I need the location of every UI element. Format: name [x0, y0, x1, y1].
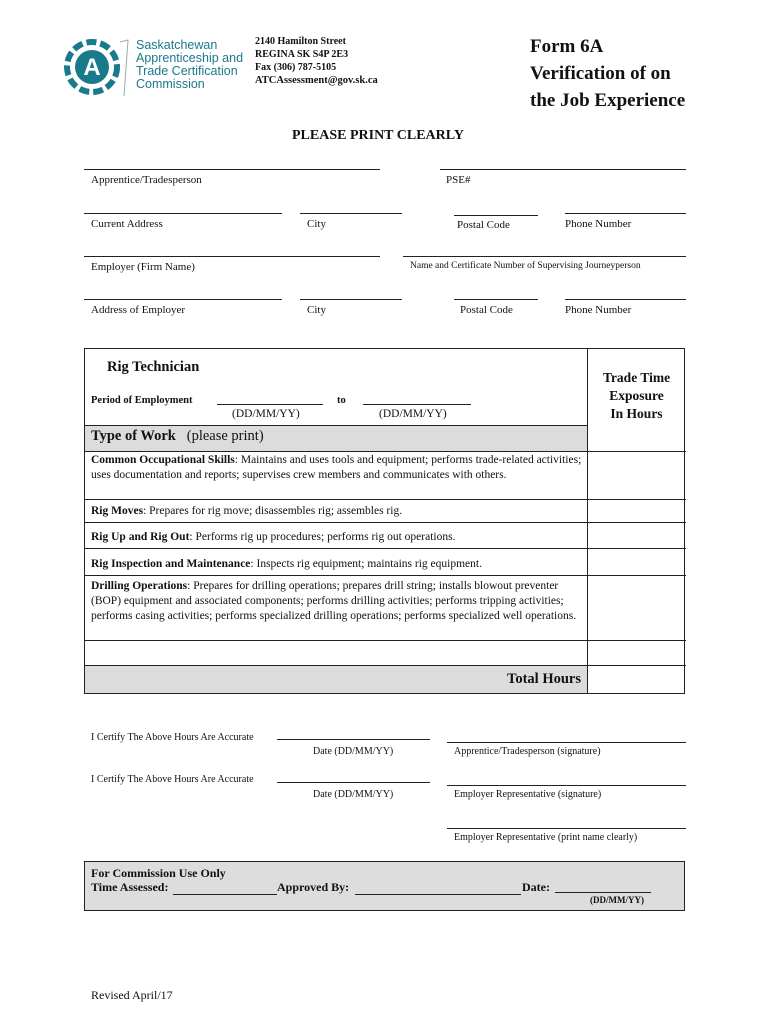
current-address-field[interactable] — [84, 213, 282, 214]
logo-line-4: Commission — [136, 77, 205, 91]
postal-code-label: Postal Code — [457, 219, 510, 231]
row-text: : Prepares for rig move; disassembles rig; assembles rig. — [143, 505, 403, 517]
work-row-rig-up — [91, 530, 583, 545]
period-start-field[interactable] — [217, 404, 323, 405]
approved-by-label: Approved By: — [277, 880, 350, 894]
total-hours-label: Total Hours — [507, 671, 581, 687]
employer-print-name-field[interactable] — [447, 828, 686, 829]
employer-address-field[interactable] — [84, 299, 282, 300]
address-fax: Fax (306) 787-5105 — [255, 62, 337, 73]
employer-postal-code-label: Postal Code — [460, 304, 513, 316]
certify-date-2-label: Date (DD/MM/YY) — [313, 789, 394, 800]
trade-time-line-2: Exposure — [609, 388, 664, 403]
certify-statement-1: I Certify The Above Hours Are Accurate — [91, 732, 254, 743]
type-of-work-heading — [91, 429, 264, 444]
employer-postal-code-field[interactable] — [454, 299, 538, 300]
phone-number-label: Phone Number — [565, 218, 632, 230]
hours-cell-rig-inspection[interactable] — [588, 549, 685, 575]
row-title: Common Occupational Skills — [91, 454, 235, 466]
commission-use-box — [84, 861, 685, 911]
apprentice-field[interactable] — [84, 169, 380, 170]
form-title-line-3: the Job Experience — [530, 90, 686, 111]
hours-cell-rig-moves[interactable] — [588, 500, 685, 522]
print-instruction: PLEASE PRINT CLEARLY — [292, 128, 464, 143]
type-of-work-label: Type of Work — [91, 428, 176, 444]
journeyperson-label: Name and Certificate Number of Supervising Journeyperson — [410, 261, 641, 271]
work-row-rig-inspection — [91, 557, 583, 572]
row-title: Rig Up and Rig Out — [91, 531, 190, 543]
row-title: Rig Moves — [91, 505, 144, 517]
hours-cell-blank[interactable] — [588, 641, 685, 664]
city-field[interactable] — [300, 213, 402, 214]
hours-cell-common-skills[interactable] — [588, 452, 685, 499]
logo — [58, 36, 248, 98]
logo-line-1: Saskatchewan — [136, 38, 218, 52]
period-label: Period of Employment — [91, 395, 193, 406]
apprentice-signature-label: Apprentice/Tradesperson (signature) — [454, 746, 601, 757]
trade-time-heading — [587, 369, 686, 423]
work-row-rig-moves — [91, 504, 583, 519]
period-end-field[interactable] — [363, 404, 471, 405]
employer-label: Employer (Firm Name) — [91, 261, 195, 273]
employer-signature-label: Employer Representative (signature) — [454, 789, 602, 800]
trade-time-line-1: Trade Time — [602, 370, 671, 385]
address-email: ATCAssessment@gov.sk.ca — [255, 75, 378, 86]
address-street: 2140 Hamilton Street — [255, 36, 346, 47]
employer-field[interactable] — [84, 256, 380, 257]
work-experience-table — [84, 348, 685, 694]
pse-field[interactable] — [440, 169, 686, 170]
approved-by-field[interactable] — [355, 894, 521, 895]
row-text: : Prepares for drilling operations; prepares drill string; installs blowout preventer (BOP) equipment and associated components; performs drilling activities; performs tripping activities; performs casing activities; performs specialized drilling operations; performs specialized well operations. — [91, 580, 577, 622]
time-assessed-label: Time Assessed: — [91, 880, 169, 894]
employer-phone-label: Phone Number — [565, 304, 632, 316]
employer-address-label: Address of Employer — [91, 304, 186, 316]
row-title: Rig Inspection and Maintenance — [91, 558, 251, 570]
work-row-drilling-operations — [91, 579, 583, 624]
row-title: Drilling Operations — [91, 580, 188, 592]
row-text: : Maintains and uses tools and equipment; performs trade-related activities; uses documentation and reports; supervises crew members and communicates with others. — [91, 454, 582, 481]
trade-time-line-3: In Hours — [610, 406, 663, 421]
hours-cell-rig-up[interactable] — [588, 523, 685, 548]
commission-title: For Commission Use Only — [91, 866, 226, 880]
logo-text — [136, 39, 243, 91]
revision-note: Revised April/17 — [91, 988, 173, 1002]
end-date-format: (DD/MM/YY) — [379, 408, 447, 420]
trade-title: Rig Technician — [107, 359, 200, 375]
employer-city-label: City — [307, 304, 326, 316]
employer-print-name-label: Employer Representative (print name clearly) — [454, 832, 638, 843]
phone-number-field[interactable] — [565, 213, 686, 214]
to-label: to — [337, 395, 346, 406]
commission-date-format: (DD/MM/YY) — [590, 895, 644, 905]
certify-date-1-field[interactable] — [277, 739, 430, 740]
total-hours-cell[interactable] — [588, 666, 685, 693]
commission-logo-icon — [58, 36, 132, 98]
work-row-common-skills — [91, 453, 583, 483]
journeyperson-field[interactable] — [403, 256, 686, 257]
address-city: REGINA SK S4P 2E3 — [255, 49, 349, 60]
apprentice-label: Apprentice/Tradesperson — [91, 174, 202, 186]
form-title-line-1: Form 6A — [530, 36, 604, 57]
row-text: : Performs rig up procedures; performs rig out operations. — [189, 531, 456, 543]
certify-date-2-field[interactable] — [277, 782, 430, 783]
start-date-format: (DD/MM/YY) — [232, 408, 300, 420]
row-text: : Inspects rig equipment; maintains rig equipment. — [250, 558, 482, 570]
city-label: City — [307, 218, 326, 230]
commission-date-label: Date: — [522, 880, 550, 894]
logo-line-2: Apprenticeship and — [136, 51, 244, 65]
logo-line-3: Trade Certification — [136, 64, 238, 78]
postal-code-field[interactable] — [454, 215, 538, 216]
employer-city-field[interactable] — [300, 299, 402, 300]
time-assessed-field[interactable] — [173, 894, 277, 895]
type-of-work-note: (please print) — [186, 428, 264, 444]
hours-cell-drilling-operations[interactable] — [588, 576, 685, 640]
apprentice-signature-field[interactable] — [447, 742, 686, 743]
pse-label: PSE# — [446, 174, 471, 186]
form-title-line-2: Verification of on — [530, 63, 671, 84]
logo-letter: A — [83, 54, 101, 81]
employer-phone-field[interactable] — [565, 299, 686, 300]
certify-statement-2: I Certify The Above Hours Are Accurate — [91, 774, 254, 785]
certify-date-1-label: Date (DD/MM/YY) — [313, 746, 394, 757]
current-address-label: Current Address — [91, 218, 163, 230]
employer-signature-field[interactable] — [447, 785, 686, 786]
commission-address — [255, 35, 378, 87]
form-title — [530, 33, 685, 114]
